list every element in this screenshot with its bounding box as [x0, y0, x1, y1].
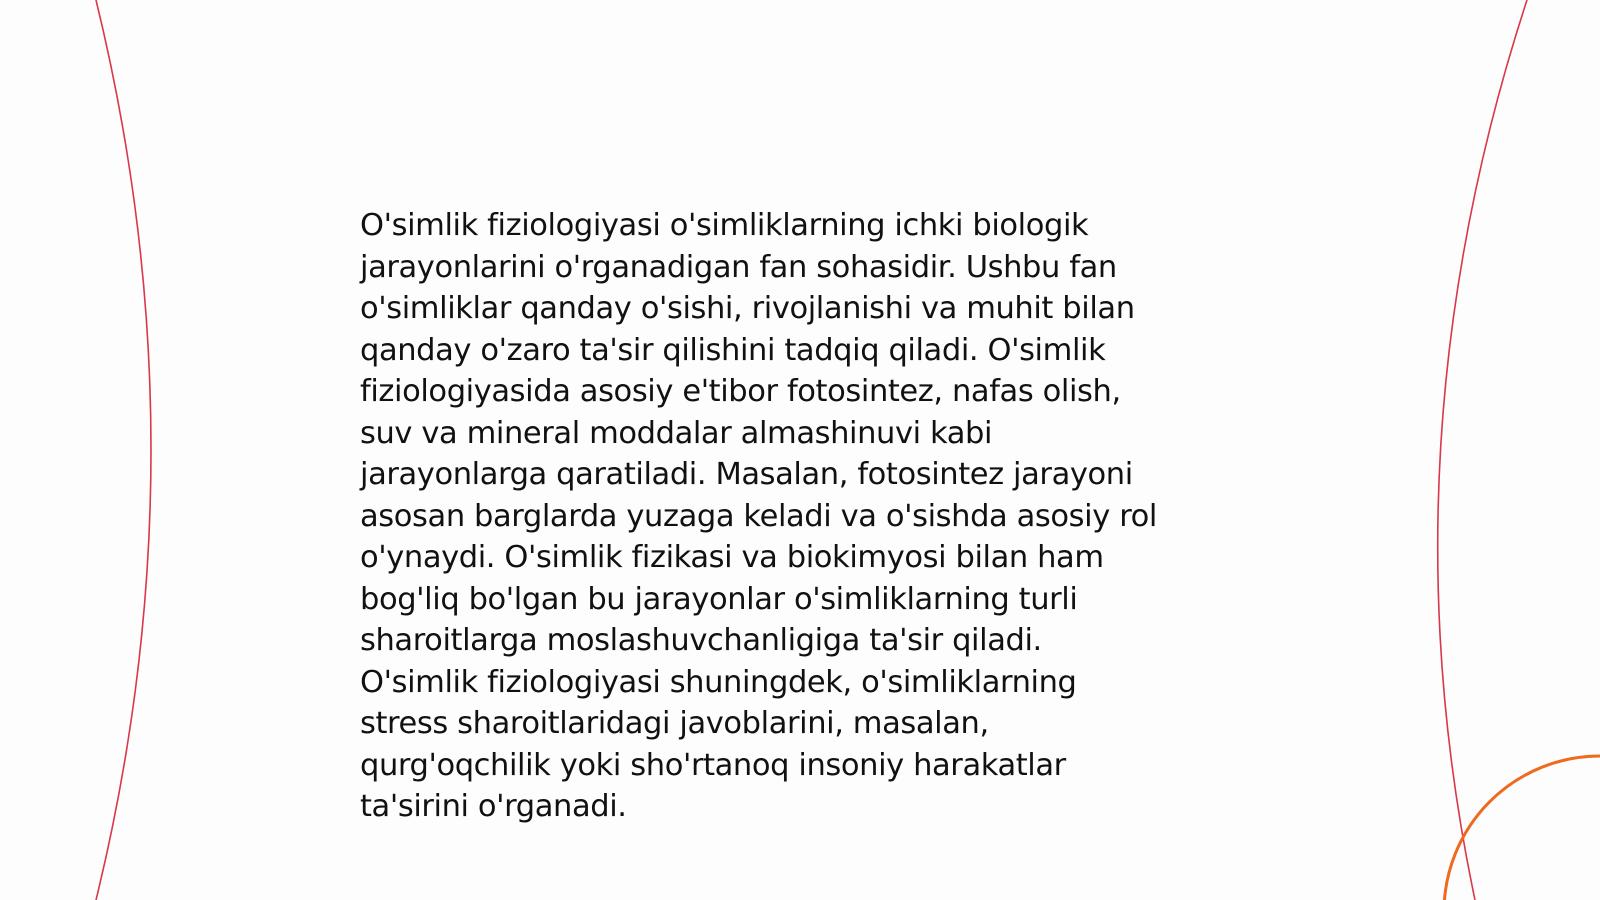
right-arc-line: [1438, 0, 1527, 900]
paragraph-line-9: o'ynaydi. O'simlik fizikasi va biokimyosi bilan ham: [360, 540, 1104, 575]
paragraph-line-10: bog'liq bo'lgan bu jarayonlar o'simliklarning turli: [360, 581, 1078, 617]
paragraph-line-5: fiziologiyasida asosiy e'tibor fotosintez, nafas olish,: [360, 374, 1121, 409]
paragraph-line-4: qanday o'zaro ta'sir qilishini tadqiq qiladi. O'simlik: [360, 332, 1106, 368]
paragraph-line-8: asosan barglarda yuzaga keladi va o'sishda asosiy rol: [360, 498, 1157, 534]
paragraph-line-7: jarayonlarga qaratiladi. Masalan, fotosintez jarayoni: [360, 457, 1133, 492]
corner-circle-outline: [1444, 756, 1600, 900]
paragraph-line-15: ta'sirini o'rganadi.: [360, 789, 627, 824]
paragraph-line-3: o'simliklar qanday o'sishi, rivojlanishi va muhit bilan: [360, 291, 1135, 326]
paragraph-line-11: sharoitlarga moslashuvchanligiga ta'sir qiladi.: [360, 623, 1042, 658]
paragraph-line-13: stress sharoitlaridagi javoblarini, masalan,: [360, 706, 989, 741]
paragraph-line-2: jarayonlarini o'rganadigan fan sohasidir. Ushbu fan: [360, 249, 1117, 285]
paragraph-line-14: qurg'oqchilik yoki sho'rtanoq insoniy harakatlar: [360, 747, 1066, 783]
paragraph-line-6: suv va mineral moddalar almashinuvi kabi: [360, 415, 993, 451]
paragraph-line-12: O'simlik fiziologiyasi shuningdek, o'simliklarning: [360, 664, 1077, 700]
body-paragraph: [360, 205, 1230, 828]
paragraph-line-1: O'simlik fiziologiyasi o'simliklarning ichki biologik: [360, 208, 1089, 243]
left-arc-line: [96, 0, 151, 900]
